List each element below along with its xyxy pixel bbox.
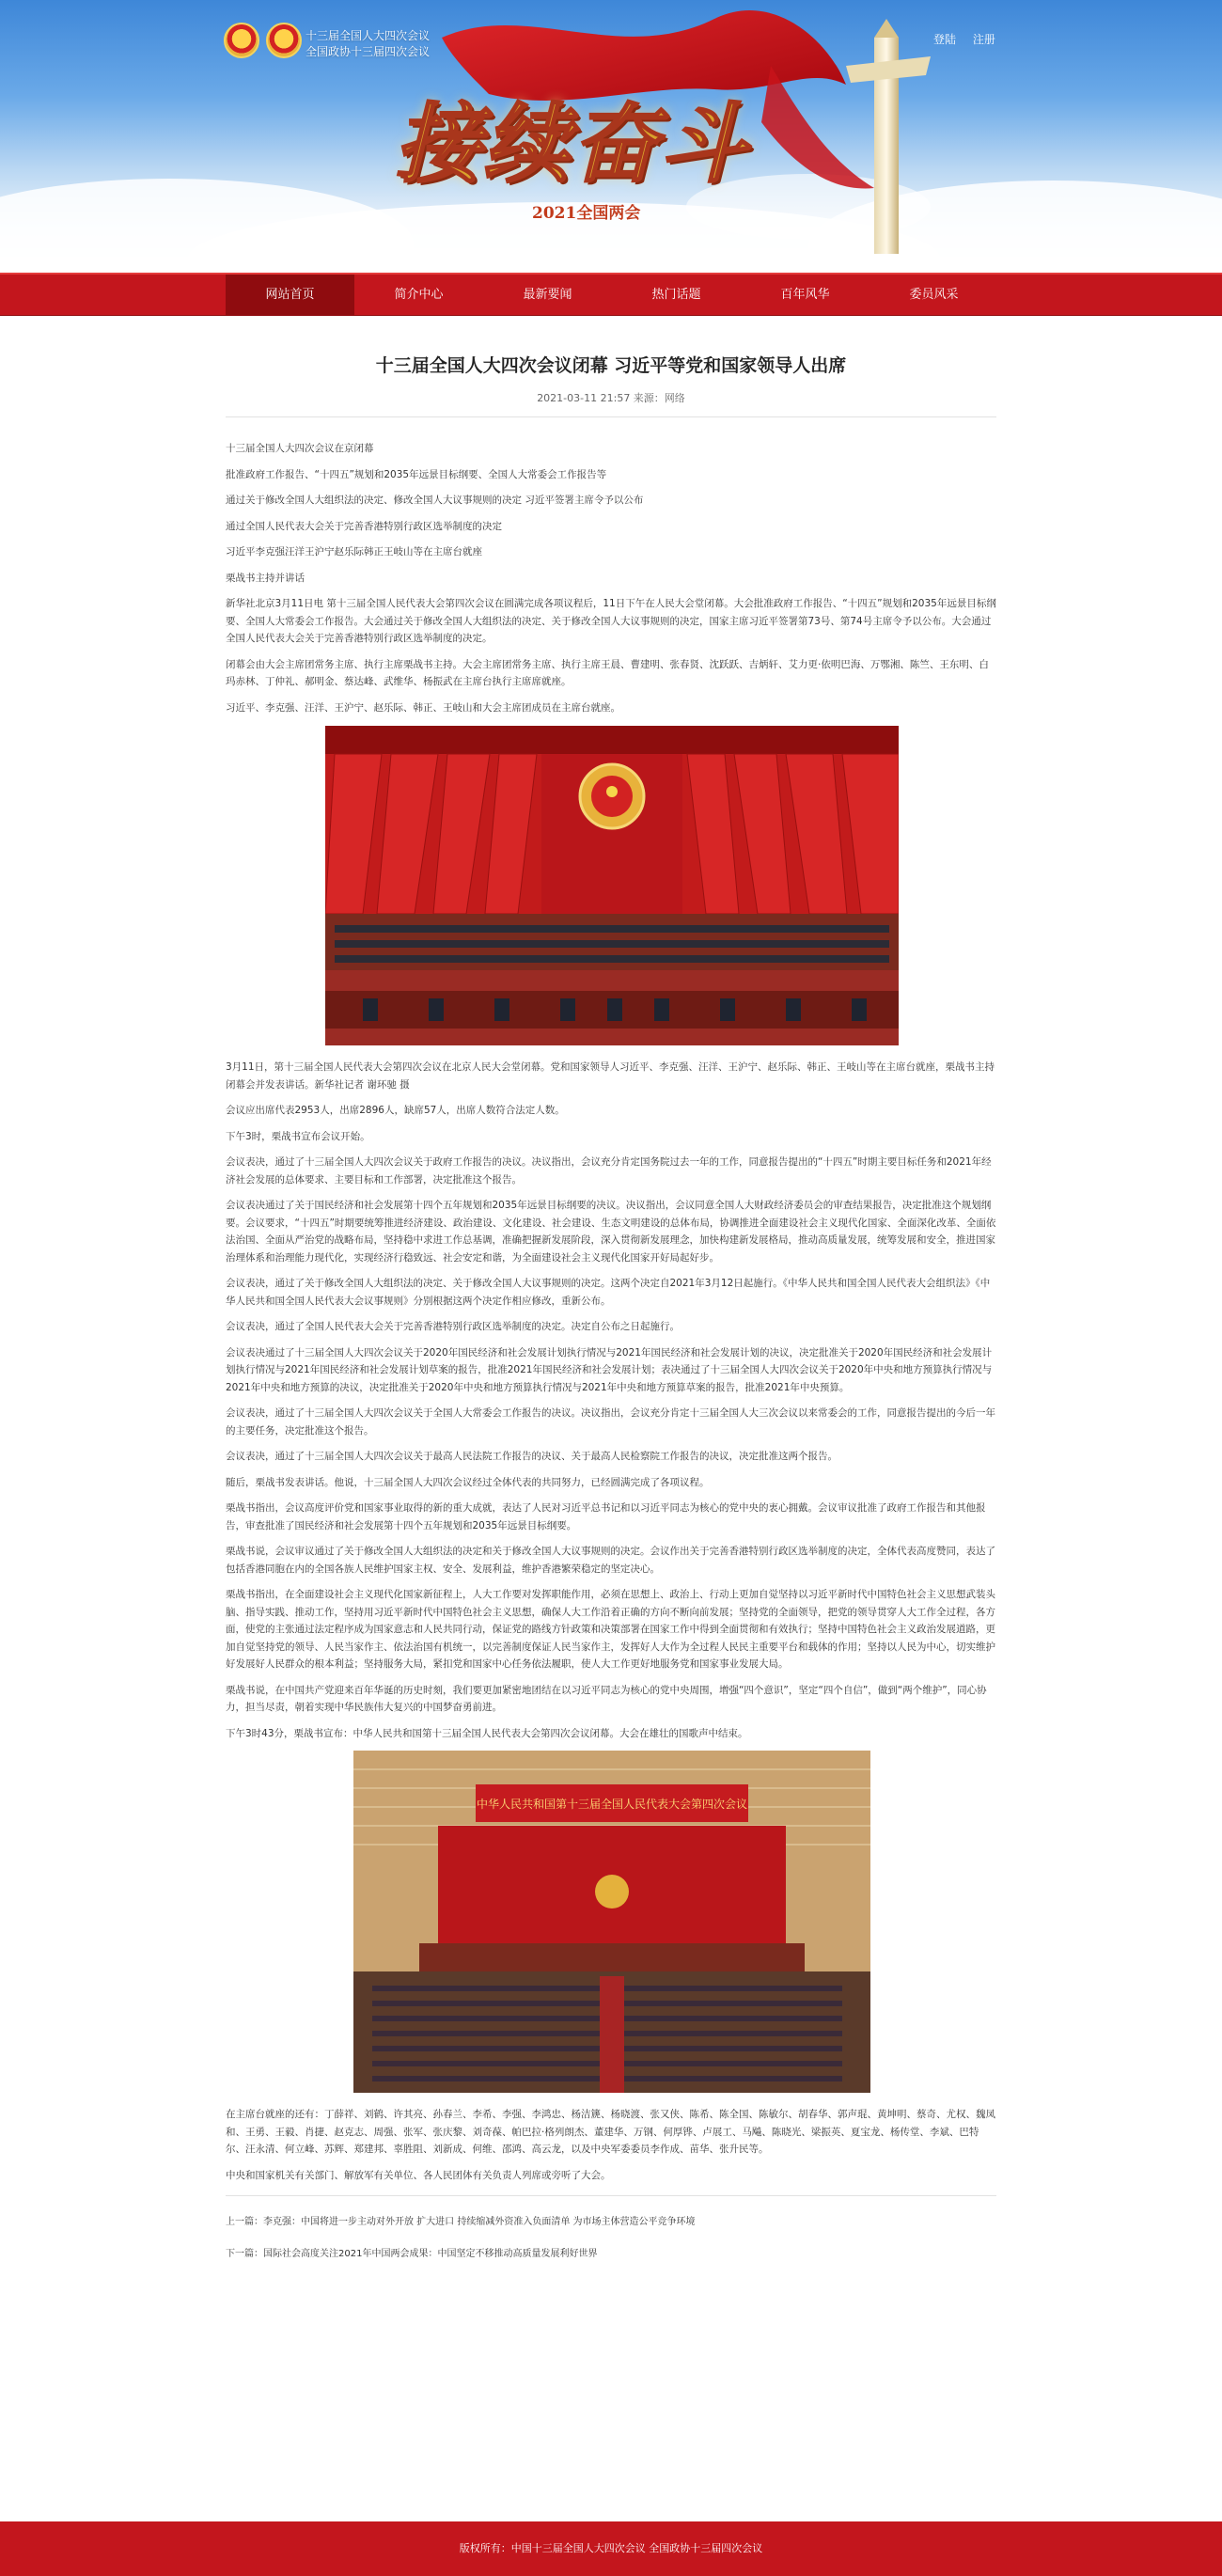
banner-subslogan: 2021全国两会	[532, 204, 641, 223]
article-paragraph: 栗战书主持并讲话	[226, 572, 305, 584]
banner-slogan: 接续奋斗	[395, 93, 749, 195]
article-paragraph: 会议表决，通过了关于修改全国人大组织法的决定、关于修改全国人大议事规则的决定。这两个决定自2021年3月12日起施行。《中华人民共和国全国人民代表大会组织法》《中华人民共和国全国人民代表大会议事规则》分别根据这两个决定作相应修改，重新公布。	[226, 1278, 991, 1307]
article-paragraph: 通过全国人民代表大会关于完善香港特别行政区选举制度的决定	[226, 520, 502, 532]
national-emblem-icon	[224, 23, 259, 58]
photo1-caption: 3月11日，第十三届全国人民代表大会第四次会议在北京人民大会堂闭幕。党和国家领导人习近平、李克强、汪洋、王沪宁、赵乐际、韩正、王岐山等在主席台就座，栗战书主持闭幕会并发表讲话。新华社记者 谢环驰 摄	[226, 1061, 995, 1091]
next-article-link[interactable]: 下一篇：国际社会高度关注2021年中国两会成果：中国坚定不移推动高质量发展利好世界	[226, 2249, 598, 2259]
account-links	[933, 31, 1009, 47]
article-paragraph: 十三届全国人大四次会议在京闭幕	[226, 443, 374, 454]
divider	[226, 416, 996, 417]
login-link[interactable]: 登陆	[933, 33, 957, 46]
article-paragraph: 栗战书说，在中国共产党迎来百年华诞的历史时刻，我们要更加紧密地团结在以习近平同志为核心的党中央周围，增强“四个意识”，坚定“四个自信”，做到“两个维护”，同心协力，担当尽责，朝着实现中华民族伟大复兴的中国梦奋勇前进。	[226, 1684, 987, 1713]
article-paragraph: 随后，栗战书发表讲话。他说，十三届全国人大四次会议经过全体代表的共同努力，已经圆满完成了各项议程。	[226, 1476, 710, 1488]
nav-item-intro[interactable]: 简介中心	[394, 288, 444, 302]
main-nav	[0, 273, 1222, 316]
article-paragraph: 闭幕会由大会主席团常务主席、执行主席栗战书主持。大会主席团常务主席、执行主席王晨、曹建明、张春贤、沈跃跃、吉炳轩、艾力更·依明巴海、万鄂湘、陈竺、王东明、白玛赤林、丁仲礼、郝明金、蔡达峰、武维华、杨振武在主席台执行主席席就座。	[226, 658, 989, 687]
hall-banner-text: 中华人民共和国第十三届全国人民代表大会第四次会议	[476, 1798, 748, 1811]
header-title-line1: 十三届全国人大四次会议	[306, 29, 431, 42]
article-paragraph: 会议应出席代表2953人，出席2896人，缺席57人，出席人数符合法定人数。	[226, 1105, 565, 1116]
divider-bottom	[226, 2195, 996, 2196]
article-paragraph: 习近平、李克强、汪洋、王沪宁、赵乐际、韩正、王岐山和大会主席团成员在主席台就座。	[226, 701, 620, 714]
article-paragraph: 栗战书说，会议审议通过了关于修改全国人大组织法的决定和关于修改全国人大议事规则的决定。会议作出关于完善香港特别行政区选举制度的决定，全体代表高度赞同，表达了包括香港同胞在内的全国各族人民维护国家主权、安全、发展利益，维护香港繁荣稳定的坚定决心。	[226, 1546, 995, 1575]
article-paragraph: 中央和国家机关有关部门、解放军有关单位、各人民团体有关负责人列席或旁听了大会。	[226, 2169, 611, 2181]
article-paragraph: 会议表决，通过了十三届全国人大四次会议关于最高人民法院工作报告的决议、关于最高人民检察院工作报告的决议，决定批准这两个报告。	[226, 1451, 838, 1462]
register-link[interactable]: 注册	[972, 33, 995, 46]
article-meta: 2021-03-11 21:57 来源：网络	[537, 392, 685, 404]
article-paragraph: 通过关于修改全国人大组织法的决定、修改全国人大议事规则的决定 习近平签署主席令予以公布	[226, 495, 644, 506]
article-body	[226, 440, 996, 2184]
article-paragraph: 新华社北京3月11日电 第十三届全国人民代表大会第四次会议在圆满完成各项议程后，11日下午在人民大会堂闭幕。大会批准政府工作报告、“十四五”规划和2035年远景目标纲要、全国人大常委会工作报告。大会通过关于修改全国人大组织法的决定、关于修改全国人大议事规则的决定，国家主席习近平签署第73号、第74号主席令予以公布。大会通过全国人民代表大会关于完善香港特别行政区选举制度的决定。	[226, 598, 996, 644]
nav-item-members[interactable]: 委员风采	[909, 288, 959, 302]
article-paragraph: 下午3时43分，栗战书宣布：中华人民共和国第十三届全国人民代表大会第四次会议闭幕。大会在雄壮的国歌声中结束。	[226, 1727, 748, 1739]
cppcc-emblem-icon	[266, 23, 302, 58]
header-title	[306, 28, 430, 60]
nav-item-home[interactable]: 网站首页	[226, 275, 354, 316]
photo-great-hall	[353, 1751, 870, 2093]
article-navigation	[226, 2213, 996, 2264]
nav-item-centennial[interactable]: 百年风华	[780, 288, 830, 302]
article-paragraph: 批准政府工作报告、“十四五”规划和2035年远景目标纲要、全国人大常委会工作报告等	[226, 468, 607, 480]
header-title-line2: 全国政协十三届四次会议	[306, 45, 431, 58]
photo-closing-session	[325, 726, 899, 1045]
article-paragraph: 习近平李克强汪洋王沪宁赵乐际韩正王岐山等在主席台就座	[226, 546, 482, 558]
article-container	[226, 352, 996, 2264]
article-paragraph: 会议表决通过了十三届全国人大四次会议关于2020年国民经济和社会发展计划执行情况与2021年国民经济和社会发展计划的决议，决定批准关于2020年国民经济和社会发展计划执行情况与2021年国民经济和社会发展计划草案的报告，批准2021年国民经济和社会发展计划；表决通过了十三届全国人大四次会议关于2020年中央和地方预算执行情况与2021年中央和地方预算的决议，决定批准关于2020年中央和地方预算执行情况与2021年中央和地方预算草案的报告，批准2021年中央预算。	[226, 1346, 993, 1393]
article-title: 十三届全国人大四次会议闭幕 习近平等党和国家领导人出席	[375, 355, 847, 376]
article-paragraph: 会议表决通过了关于国民经济和社会发展第十四个五年规划和2035年远景目标纲要的决议。决议指出，会议同意全国人大财政经济委员会的审查结果报告，决定批准这个规划纲要。会议要求，“十四五”时期要统筹推进经济建设、政治建设、文化建设、社会建设、生态文明建设的总体布局，协调推进全面建设社会主义现代化国家、全面深化改革、全面依法治国、全面从严治党的战略布局，坚持稳中求进工作总基调，准确把握新发展阶段，深入贯彻新发展理念，加快构建新发展格局，推动高质量发展，统筹发展和安全，推进国家治理体系和治理能力现代化，实现经济行稳致远、社会安定和谐，为全面建设社会主义现代化国家开好局起好步。	[226, 1200, 996, 1264]
article-paragraph: 下午3时，栗战书宣布会议开始。	[226, 1130, 370, 1142]
header-banner	[0, 0, 1222, 273]
prev-article-link[interactable]: 上一篇：李克强：中国将进一步主动对外开放 扩大进口 持续缩减外资准入负面清单 为市场主体营造公平竞争环境	[226, 2217, 696, 2227]
article-paragraph: 在主席台就座的还有：丁薛祥、刘鹤、许其亮、孙春兰、李希、李强、李鸿忠、杨洁篪、杨晓渡、张又侠、陈希、陈全国、陈敏尔、胡春华、郭声琨、黄坤明、蔡奇、尤权、魏凤和、王勇、王毅、肖捷、赵克志、周强、张军、张庆黎、刘奇葆、帕巴拉·格列朗杰、董建华、万钢、何厚铧、卢展工、马飚、陈晓光、梁振英、夏宝龙、杨传堂、李斌、巴特尔、汪永清、何立峰、苏辉、郑建邦、辜胜阻、刘新成、何维、邵鸿、高云龙，以及中央军委委员李作成、苗华、张升民等。	[226, 2109, 995, 2155]
article-paragraph: 会议表决，通过了十三届全国人大四次会议关于政府工作报告的决议。决议指出，会议充分肯定国务院过去一年的工作，同意报告提出的“十四五”时期主要目标任务和2021年经济社会发展的总体要求、主要目标和工作部署，决定批准这个报告。	[226, 1156, 992, 1186]
nav-item-topics[interactable]: 热门话题	[651, 288, 701, 302]
nav-item-news[interactable]: 最新要闻	[523, 288, 572, 302]
article-paragraph: 栗战书指出，会议高度评价党和国家事业取得的新的重大成就，表达了人民对习近平总书记和以习近平同志为核心的党中央的衷心拥戴。会议审议批准了政府工作报告和其他报告，审查批准了国民经济和社会发展第十四个五年规划和2035年远景目标纲要。	[226, 1502, 986, 1531]
site-footer: 版权所有：中国十三届全国人大四次会议 全国政协十三届四次会议	[0, 2521, 1222, 2576]
article-paragraph: 会议表决，通过了十三届全国人大四次会议关于全国人大常委会工作报告的决议。决议指出，会议充分肯定十三届全国人大三次会议以来常委会的工作，同意报告提出的今后一年的主要任务，决定批准这个报告。	[226, 1407, 995, 1437]
article-paragraph: 栗战书指出，在全面建设社会主义现代化国家新征程上，人大工作要对发挥职能作用，必须在思想上、政治上、行动上更加自觉坚持以习近平新时代中国特色社会主义思想武装头脑、指导实践、推动工作，坚持用习近平新时代中国特色社会主义思想，确保人大工作沿着正确的方向不断向前发展；坚持党的全面领导，把党的领导贯穿人大工作全过程，各方面，使党的主张通过法定程序成为国家意志和人民共同行动，保证党的路线方针政策和决策部署在国家工作中得到全面贯彻和有效执行；坚持中国特色社会主义政治发展道路，更加自觉坚持党的领导、人民当家作主、依法治国有机统一，以完善制度保证人民当家作主，发挥好人大作为全过程人民民主重要平台和载体的作用；坚持以人民为中心，切实维护好发展好人民群众的根本利益；坚持服务大局，紧扣党和国家中心任务依法履职，使人大工作更好地服务党和国家事业发展大局。	[226, 1589, 995, 1670]
article-paragraph: 会议表决，通过了全国人民代表大会关于完善香港特别行政区选举制度的决定。决定自公布之日起施行。	[226, 1321, 680, 1332]
